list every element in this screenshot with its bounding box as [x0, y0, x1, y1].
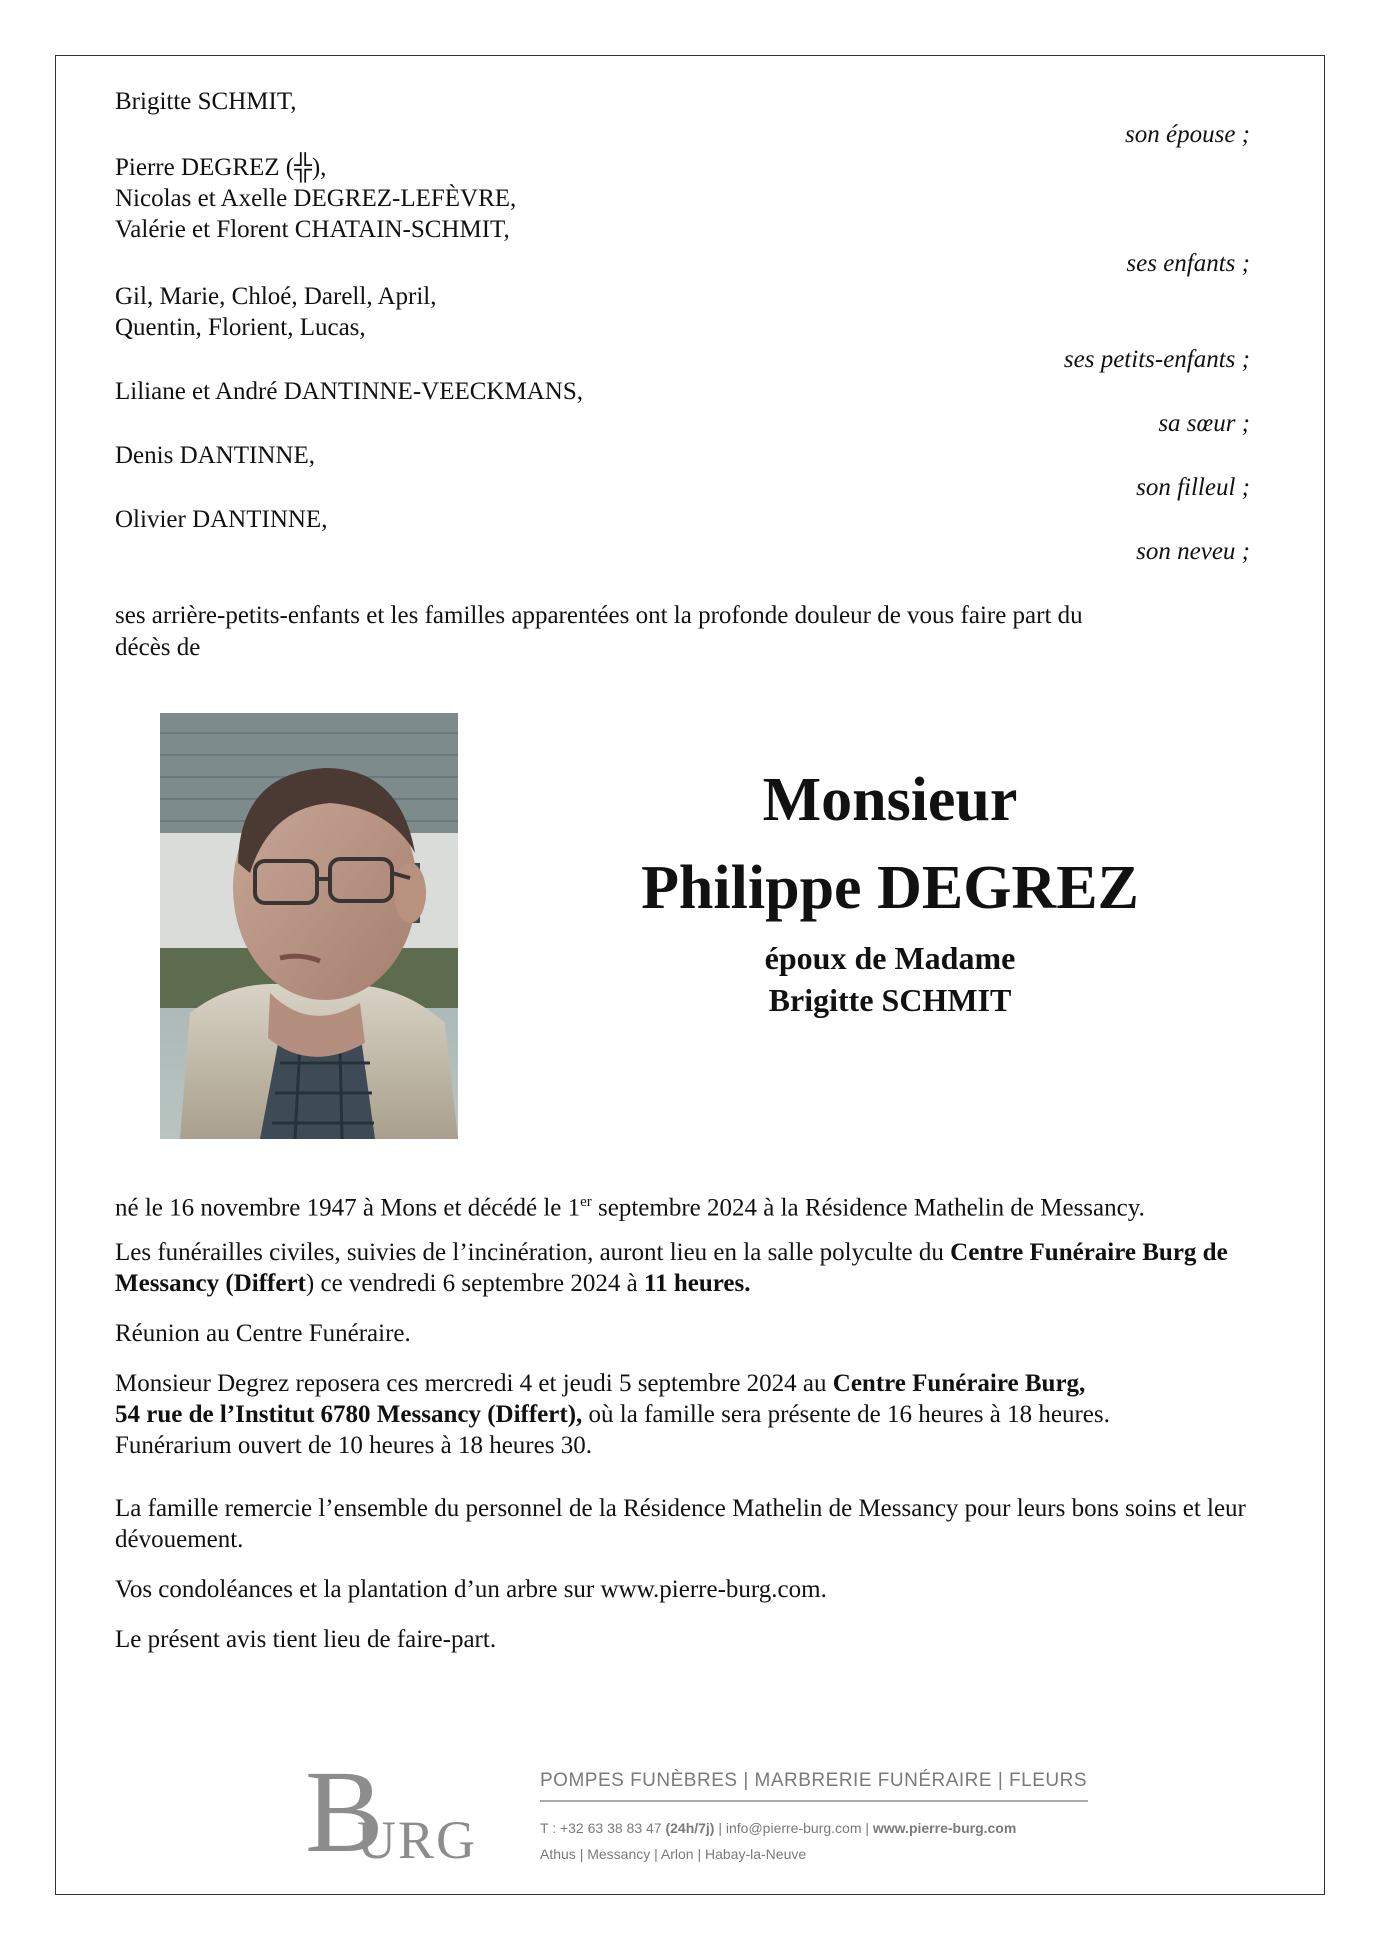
funeral-info: Les funérailles civiles, suivies de l’incinération, auront lieu en la salle polyculte du Centre Funéraire Burg de Messancy (Differt) ce vendredi 6 septembre 2024 à 11 heures. [115, 1239, 1228, 1297]
burg-logo: B URG [305, 1746, 478, 1877]
family-line-spouse: Brigitte SCHMIT, [115, 88, 297, 115]
family-line-children-1: Nicolas et Axelle DEGREZ-LEFÈVRE, [115, 185, 517, 212]
role-sister: sa sœur ; [1158, 410, 1250, 437]
role-spouse: son épouse ; [1125, 121, 1250, 148]
deceased-photo [160, 713, 458, 1139]
family-line-sister: Liliane et André DANTINNE-VEECKMANS, [115, 378, 583, 405]
footer-divider [540, 1800, 1088, 1802]
footer-contact: T : +32 63 38 83 47 (24h/7j) | info@pierre-burg.com | www.pierre-burg.com [540, 1820, 1017, 1836]
family-line-children-2: Valérie et Florent CHATAIN-SCHMIT, [115, 216, 510, 243]
spouse-line-2: Brigitte SCHMIT [768, 982, 1012, 1018]
intro-line-1: ses arrière-petits-enfants et les familles apparentées ont la profonde douleur de vous faire part du [115, 602, 1083, 629]
family-line-grandchildren-1: Gil, Marie, Chloé, Darell, April, [115, 283, 437, 310]
family-line-grandchildren-2: Quentin, Florient, Lucas, [115, 314, 366, 341]
footer-services: POMPES FUNÈBRES | MARBRERIE FUNÉRAIRE | FLEURS [540, 1770, 1088, 1791]
reunion-info: Réunion au Centre Funéraire. [115, 1320, 411, 1347]
visitation-info: Monsieur Degrez reposera ces mercredi 4 et jeudi 5 septembre 2024 au Centre Funéraire Burg, 54 rue de l’Institut 6780 Messancy (Differt), où la famille sera présente de 16 heures à 18 heures. Funérarium ouvert de 10 heures à 18 heures 30. [115, 1370, 1110, 1459]
thanks-info: La famille remercie l’ensemble du personnel de la Résidence Mathelin de Messancy pour leurs bons soins et leur dévouement. [115, 1495, 1246, 1553]
intro-line-2: décès de [115, 634, 201, 661]
notice-info: Le présent avis tient lieu de faire-part. [115, 1626, 497, 1653]
family-line-nephew: Olivier DANTINNE, [115, 506, 328, 533]
spouse-line-1: époux de Madame [764, 940, 1016, 976]
family-line-son-deceased: Pierre DEGREZ (╬), [115, 154, 327, 181]
role-godson: son filleul ; [1136, 474, 1250, 501]
role-nephew: son neveu ; [1136, 538, 1250, 565]
role-children: ses enfants ; [1126, 250, 1250, 277]
footer-locations: Athus | Messancy | Arlon | Habay-la-Neuve [540, 1846, 807, 1862]
role-grandchildren: ses petits-enfants ; [1063, 346, 1250, 373]
condolences-info: Vos condoléances et la plantation d’un arbre sur www.pierre-burg.com. [115, 1576, 827, 1603]
deceased-title: Monsieur [762, 766, 1018, 834]
family-line-godson: Denis DANTINNE, [115, 442, 315, 469]
birth-death-info: né le 16 novembre 1947 à Mons et décédé le 1er septembre 2024 à la Résidence Mathelin de Messancy. [115, 1194, 1145, 1222]
deceased-name: Philippe DEGREZ [641, 854, 1139, 922]
